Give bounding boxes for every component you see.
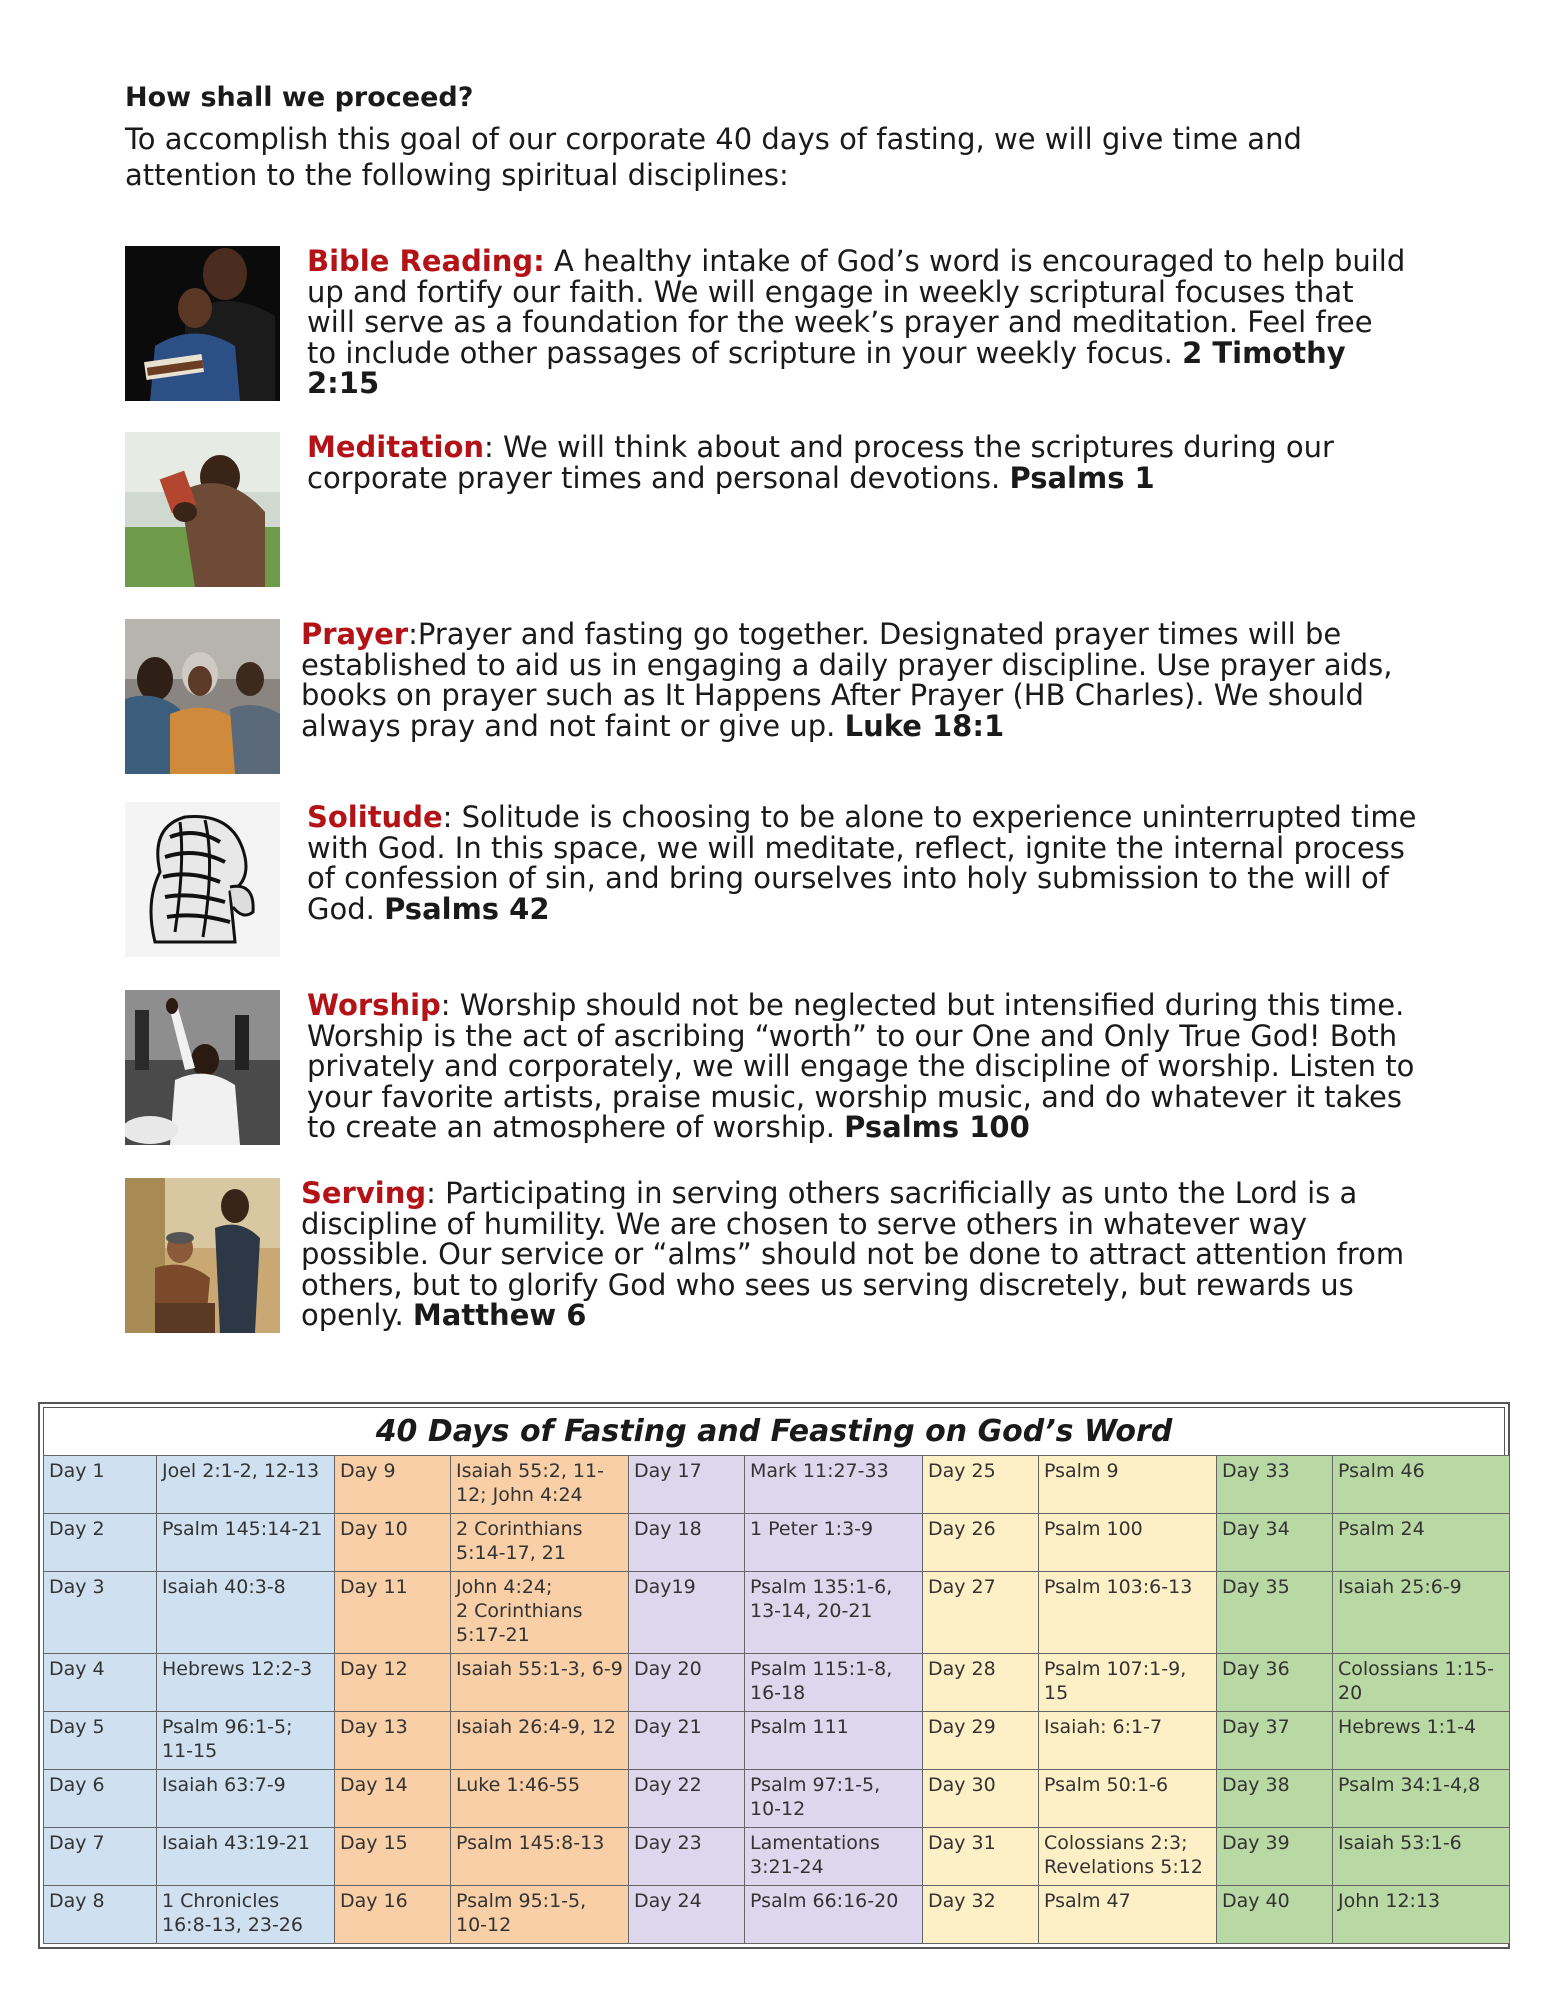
bible-reading-body: A healthy intake of God’s word is encouraged to help build up and fortify our faith. We will engage in weekly scriptural focuses that will serve as a foundation for the week’s prayer and meditation. Feel free to include other passages of scripture in your weekly focus. <box>307 244 1406 370</box>
table-row <box>44 1456 1510 1514</box>
solitude-illustration <box>125 802 280 957</box>
day-cell: Day 28 <box>923 1654 1039 1712</box>
day-cell: Day 34 <box>1217 1514 1333 1572</box>
day-cell: Day 32 <box>923 1886 1039 1944</box>
table-row <box>44 1654 1510 1712</box>
day-cell: Day 18 <box>629 1514 745 1572</box>
reading-plan-grid <box>43 1455 1510 1944</box>
bible-reading-text <box>307 246 1407 399</box>
prayer-title: Prayer <box>301 617 409 651</box>
scripture-cell: John 12:13 <box>1333 1886 1510 1944</box>
prayer-reference: Luke 18:1 <box>844 708 1005 743</box>
reading-plan-table <box>38 1402 1510 1949</box>
scripture-cell: Hebrews 12:2-3 <box>157 1654 335 1712</box>
meditation-body: : We will think about and process the scriptures during our corporate prayer times and personal devotions. <box>307 430 1334 495</box>
scripture-cell: Isaiah 55:1-3, 6-9 <box>451 1654 629 1712</box>
scripture-cell: Isaiah: 6:1-7 <box>1039 1712 1217 1770</box>
day-cell: Day 6 <box>44 1770 157 1828</box>
bible-reading-title: Bible Reading: <box>307 244 545 278</box>
day-cell: Day 27 <box>923 1572 1039 1654</box>
scripture-cell: Psalm 145:14-21 <box>157 1514 335 1572</box>
serving-photo <box>125 1178 280 1333</box>
scripture-cell: 1 Peter 1:3-9 <box>745 1514 923 1572</box>
day-cell: Day 36 <box>1217 1654 1333 1712</box>
day-cell: Day 15 <box>335 1828 451 1886</box>
day-cell: Day 13 <box>335 1712 451 1770</box>
scripture-cell: John 4:24; 2 Corinthians 5:17-21 <box>451 1572 629 1654</box>
day-cell: Day 23 <box>629 1828 745 1886</box>
scripture-cell: Psalm 111 <box>745 1712 923 1770</box>
table-row <box>44 1886 1510 1944</box>
scripture-cell: Psalm 24 <box>1333 1514 1510 1572</box>
day-cell: Day 24 <box>629 1886 745 1944</box>
serving-body: : Participating in serving others sacrificially as unto the Lord is a discipline of humility. We are chosen to serve others in whatever way possible. Our service or “alms” should not be done to attract attention from others, but to glorify God who sees us serving discretely, but rewards us openly. <box>301 1176 1405 1332</box>
scripture-cell: 2 Corinthians 5:14-17, 21 <box>451 1514 629 1572</box>
day-cell: Day 4 <box>44 1654 157 1712</box>
day-cell: Day 5 <box>44 1712 157 1770</box>
prayer-photo <box>125 619 280 774</box>
solitude-text <box>307 802 1417 924</box>
scripture-cell: Psalm 66:16-20 <box>745 1886 923 1944</box>
scripture-cell: Psalm 107:1-9, 15 <box>1039 1654 1217 1712</box>
scripture-cell: Isaiah 26:4-9, 12 <box>451 1712 629 1770</box>
day-cell: Day 16 <box>335 1886 451 1944</box>
serving-text <box>301 1178 1431 1331</box>
serving-title: Serving <box>301 1176 427 1210</box>
scripture-cell: Psalm 96:1-5; 11-15 <box>157 1712 335 1770</box>
day-cell: Day 12 <box>335 1654 451 1712</box>
scripture-cell: Isaiah 25:6-9 <box>1333 1572 1510 1654</box>
scripture-cell: Isaiah 63:7-9 <box>157 1770 335 1828</box>
scripture-cell: Psalm 50:1-6 <box>1039 1770 1217 1828</box>
solitude-title: Solitude <box>307 800 443 834</box>
scripture-cell: Psalm 103:6-13 <box>1039 1572 1217 1654</box>
prayer-body: :Prayer and fasting go together. Designated prayer times will be established to aid us in engaging a daily prayer discipline. Use prayer aids, books on prayer such as It Happens After Prayer (HB Charles). We should always pray and not faint or give up. <box>301 617 1393 743</box>
scripture-cell: Isaiah 43:19-21 <box>157 1828 335 1886</box>
worship-body: : Worship should not be neglected but intensified during this time. Worship is the act of ascribing “worth” to our One and Only True God! Both privately and corporately, we will engage the discipline of worship. Listen to your favorite artists, praise music, worship music, and do whatever it takes to create an atmosphere of worship. <box>307 988 1415 1144</box>
scripture-cell: Isaiah 53:1-6 <box>1333 1828 1510 1886</box>
scripture-cell: Mark 11:27-33 <box>745 1456 923 1514</box>
scripture-cell: Colossians 2:3; Revelations 5:12 <box>1039 1828 1217 1886</box>
serving-reference: Matthew 6 <box>412 1298 587 1332</box>
prayer-text <box>301 619 1431 741</box>
solitude-body: : Solitude is choosing to be alone to experience uninterrupted time with God. In this space, we will meditate, reflect, ignite the internal process of confession of sin, and bring ourselves into holy submission to the will of God. <box>307 800 1417 926</box>
day-cell: Day 39 <box>1217 1828 1333 1886</box>
day-cell: Day 25 <box>923 1456 1039 1514</box>
day-cell: Day 38 <box>1217 1770 1333 1828</box>
scripture-cell: Psalm 95:1-5, 10-12 <box>451 1886 629 1944</box>
meditation-text <box>307 432 1407 493</box>
day-cell: Day 20 <box>629 1654 745 1712</box>
scripture-cell: Psalm 47 <box>1039 1886 1217 1944</box>
scripture-cell: Hebrews 1:1-4 <box>1333 1712 1510 1770</box>
scripture-cell: Colossians 1:15-20 <box>1333 1654 1510 1712</box>
day-cell: Day 33 <box>1217 1456 1333 1514</box>
scripture-cell: Psalm 9 <box>1039 1456 1217 1514</box>
meditation-photo <box>125 432 280 587</box>
day-cell: Day 9 <box>335 1456 451 1514</box>
scripture-cell: Isaiah 55:2, 11-12; John 4:24 <box>451 1456 629 1514</box>
table-row <box>44 1770 1510 1828</box>
day-cell: Day 11 <box>335 1572 451 1654</box>
day-cell: Day 8 <box>44 1886 157 1944</box>
worship-photo <box>125 990 280 1145</box>
day-cell: Day 37 <box>1217 1712 1333 1770</box>
bible-reading-reference: 2 Timothy 2:15 <box>307 335 1346 400</box>
table-row <box>44 1828 1510 1886</box>
section-heading: How shall we proceed? <box>125 82 474 113</box>
worship-text <box>307 990 1417 1143</box>
day-cell: Day 3 <box>44 1572 157 1654</box>
scripture-cell: 1 Chronicles 16:8-13, 23-26 <box>157 1886 335 1944</box>
scripture-cell: Luke 1:46-55 <box>451 1770 629 1828</box>
intro-paragraph: To accomplish this goal of our corporate 40 days of fasting, we will give time and attention to the following spiritual disciplines: <box>125 122 1302 192</box>
scripture-cell: Psalm 135:1-6, 13-14, 20-21 <box>745 1572 923 1654</box>
scripture-cell: Joel 2:1-2, 12-13 <box>157 1456 335 1514</box>
scripture-cell: Psalm 34:1-4,8 <box>1333 1770 1510 1828</box>
day-cell: Day 30 <box>923 1770 1039 1828</box>
day-cell: Day 35 <box>1217 1572 1333 1654</box>
day-cell: Day 2 <box>44 1514 157 1572</box>
day-cell: Day 21 <box>629 1712 745 1770</box>
meditation-title: Meditation <box>307 430 485 464</box>
table-row <box>44 1572 1510 1654</box>
bible-reading-photo <box>125 246 280 401</box>
scripture-cell: Psalm 46 <box>1333 1456 1510 1514</box>
day-cell: Day 10 <box>335 1514 451 1572</box>
scripture-cell: Lamentations 3:21-24 <box>745 1828 923 1886</box>
day-cell: Day 7 <box>44 1828 157 1886</box>
day-cell: Day 40 <box>1217 1886 1333 1944</box>
worship-title: Worship <box>307 988 441 1022</box>
day-cell: Day 29 <box>923 1712 1039 1770</box>
meditation-reference: Psalms 1 <box>1009 460 1155 495</box>
day-cell: Day 17 <box>629 1456 745 1514</box>
scripture-cell: Psalm 100 <box>1039 1514 1217 1572</box>
table-row <box>44 1514 1510 1572</box>
scripture-cell: Psalm 115:1-8, 16-18 <box>745 1654 923 1712</box>
day-cell: Day19 <box>629 1572 745 1654</box>
day-cell: Day 26 <box>923 1514 1039 1572</box>
scripture-cell: Psalm 145:8-13 <box>451 1828 629 1886</box>
worship-reference: Psalms 100 <box>844 1110 1030 1144</box>
scripture-cell: Isaiah 40:3-8 <box>157 1572 335 1654</box>
day-cell: Day 22 <box>629 1770 745 1828</box>
reading-plan-title: 40 Days of Fasting and Feasting on God’s Word <box>43 1407 1505 1455</box>
scripture-cell: Psalm 97:1-5, 10-12 <box>745 1770 923 1828</box>
solitude-reference: Psalms 42 <box>384 891 550 926</box>
day-cell: Day 14 <box>335 1770 451 1828</box>
day-cell: Day 1 <box>44 1456 157 1514</box>
day-cell: Day 31 <box>923 1828 1039 1886</box>
table-row <box>44 1712 1510 1770</box>
